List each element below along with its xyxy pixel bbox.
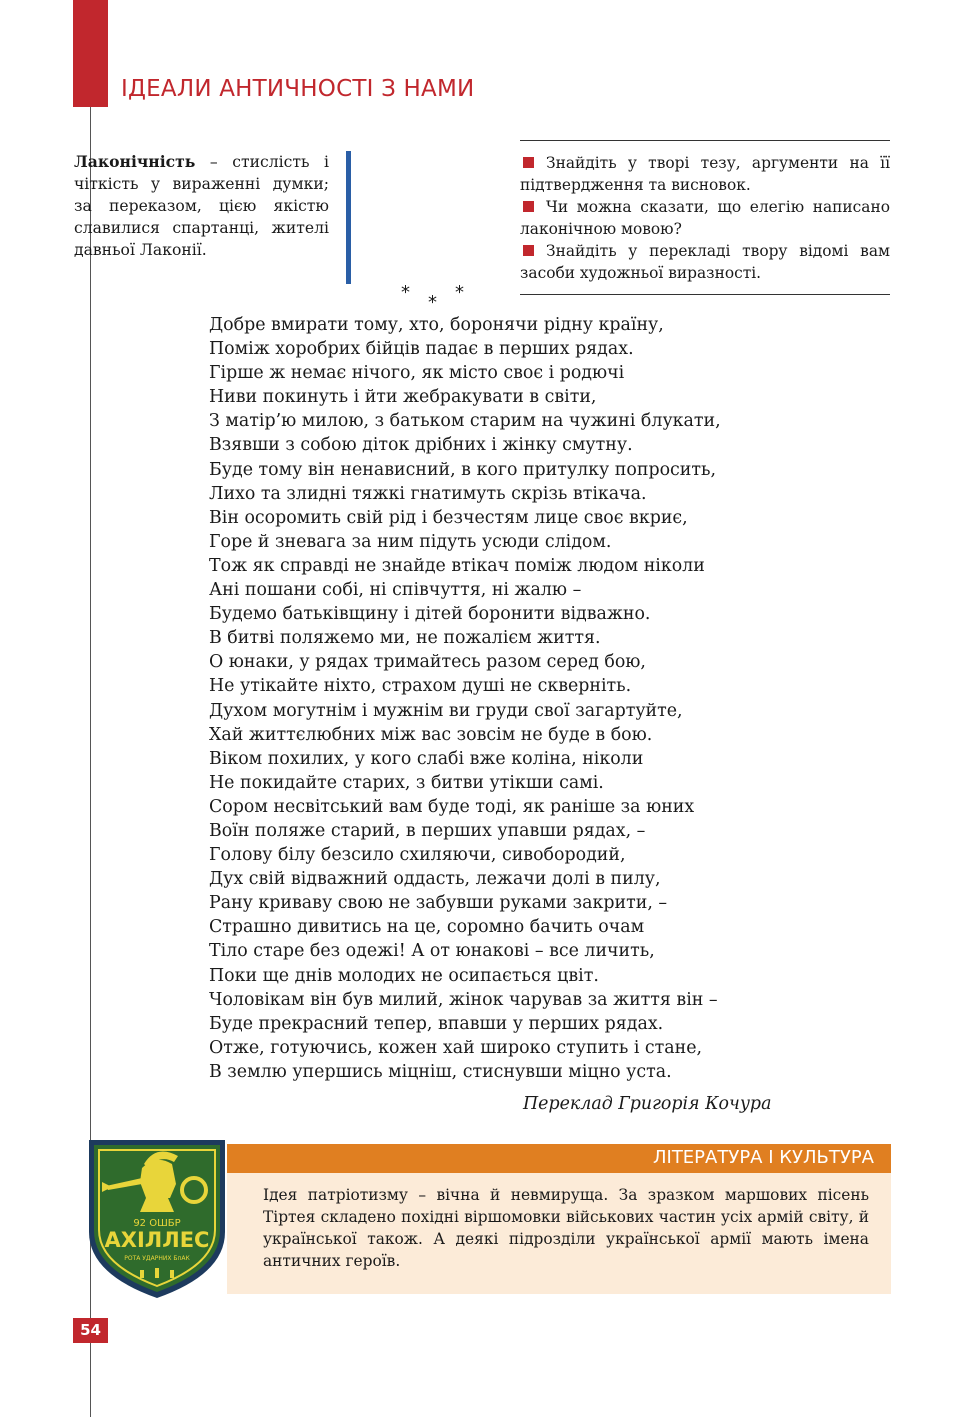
definition-accent-bar: [346, 151, 351, 284]
section-title: ІДЕАЛИ АНТИЧНОСТІ З НАМИ: [121, 76, 475, 102]
poem-line: Сором несвітський вам буде тоді, як раніше за юних: [209, 796, 695, 817]
question-item: Чи можна сказати, що елегію написано лаконічною мовою?: [520, 198, 890, 238]
poem-line: Поміж хоробрих бійців падає в перших рядах.: [209, 339, 634, 360]
poem-line: Гірше ж немає нічого, як місто своє і родючі: [209, 363, 625, 384]
poem-line: Будемо батьківщину і дітей боронити відважно.: [209, 604, 651, 625]
square-bullet-icon: [523, 201, 534, 212]
emblem-bottom-text: РОТА УДАРНИХ БпАК: [124, 1255, 190, 1262]
culture-box: [227, 1144, 891, 1294]
poem-line: Ниви покинуть і йти жебракувати в світи,: [209, 387, 597, 408]
page-number: 54: [73, 1318, 108, 1343]
poem-line: Віком похилих, у кого слабі вже коліна, ніколи: [209, 748, 644, 769]
poem-line: Він осоромить свій рід і безчестям лице своє вкриє,: [209, 507, 688, 528]
poem-line: Голову білу безсило схиляючи, сивобородий,: [209, 845, 626, 866]
header-red-block: [73, 0, 108, 107]
poem-line: Горе й зневага за ним підуть усюди слідом.: [209, 531, 612, 552]
poem-line: Не покидайте старих, з битви утікши самі.: [209, 772, 604, 793]
poem-line: Тож як справді не знайде втікач поміж людом ніколи: [209, 555, 705, 576]
question-item: Знайдіть у перекладі твору відомі вам засоби художньої виразності.: [520, 242, 890, 282]
poem-line: Взявши з собою діток дрібних і жінку смутну.: [209, 435, 633, 456]
culture-title: ЛІТЕРАТУРА І КУЛЬТУРА: [652, 1147, 874, 1168]
poem-line: Отже, готуючись, кожен хай широко ступить і стане,: [209, 1037, 703, 1058]
poem-line: О юнаки, у рядах тримайтесь разом серед бою,: [209, 652, 646, 673]
poem-line: Тіло старе без одежі! А от юнакові – все личить,: [209, 941, 655, 962]
translator-credit: Переклад Григорія Кочура: [523, 1094, 772, 1114]
achilles-emblem-icon: [84, 1134, 230, 1302]
poem-line: Рану криваву свою не забувши руками закрити, –: [209, 893, 668, 914]
poem-line: В землю упершись міцніш, стиснувши міцно уста.: [209, 1061, 672, 1082]
asterisk-separator: *: [428, 292, 437, 313]
poem-line: Духом могутнім і мужнім ви груди свої загартуйте,: [209, 700, 683, 721]
square-bullet-icon: [523, 245, 534, 256]
poem-line: З матір’ю милою, з батьком старим на чужині блукати,: [209, 411, 721, 432]
definition-term: Лаконічність: [74, 152, 196, 171]
asterisk-separator: *: [401, 282, 410, 303]
poem-line: Воїн поляже старий, в перших упавши рядах, –: [209, 820, 646, 841]
square-bullet-icon: [523, 157, 534, 168]
poem-line: Лихо та злидні тяжкі гнатимуть скрізь втікача.: [209, 483, 647, 504]
definition-box: [74, 151, 329, 261]
definition-text: – стислість і чіткість у вираженні думки; за переказом, цією якістю славилися спартанці, жителі давньої Лаконії.: [74, 153, 329, 259]
poem-line: Чоловікам він був милий, жінок чарував за життя він –: [209, 989, 718, 1010]
culture-text: Ідея патріотизму – вічна й невмируща. За зразком маршових пісень Тіртея складено похідні віршомовки військових частин усіх армій світу, й української також. А деякі підрозділи української армії мають імена античних героїв.: [263, 1186, 869, 1270]
poem-line: Ані пошани собі, ні співчуття, ні жалю –: [209, 580, 582, 601]
poem-line: Буде тому він ненависний, в кого притулку попросить,: [209, 459, 716, 480]
poem-line: Буде прекрасний тепер, впавши у перших рядах.: [209, 1013, 664, 1034]
poem-line: В битві поляжемо ми, не пожалієм життя.: [209, 628, 601, 649]
poem-line: Дух свій відважний оддасть, лежачи долі в пилу,: [209, 869, 661, 890]
poem-line: Не утікайте ніхто, страхом душі не скверніть.: [209, 676, 632, 697]
poem-line: Поки ще днів молодих не осипається цвіт.: [209, 965, 599, 986]
poem-line: Хай життєлюбних між вас зовсім не буде в бою.: [209, 724, 653, 745]
asterisk-separator: *: [455, 282, 464, 303]
poem-line: Добре вмирати тому, хто, боронячи рідну країну,: [209, 315, 664, 335]
culture-header-bar: [227, 1144, 891, 1173]
emblem-top-text: 92 ОШБР: [133, 1218, 181, 1229]
emblem-name: АХІЛЛЕС: [104, 1228, 210, 1252]
question-item: Знайдіть у творі тезу, аргументи на її підтвердження та висновок.: [520, 154, 890, 194]
poem-line: Страшно дивитись на це, соромно бачить очам: [209, 917, 645, 938]
poem-text: [209, 313, 721, 1084]
questions-box: [520, 140, 890, 295]
